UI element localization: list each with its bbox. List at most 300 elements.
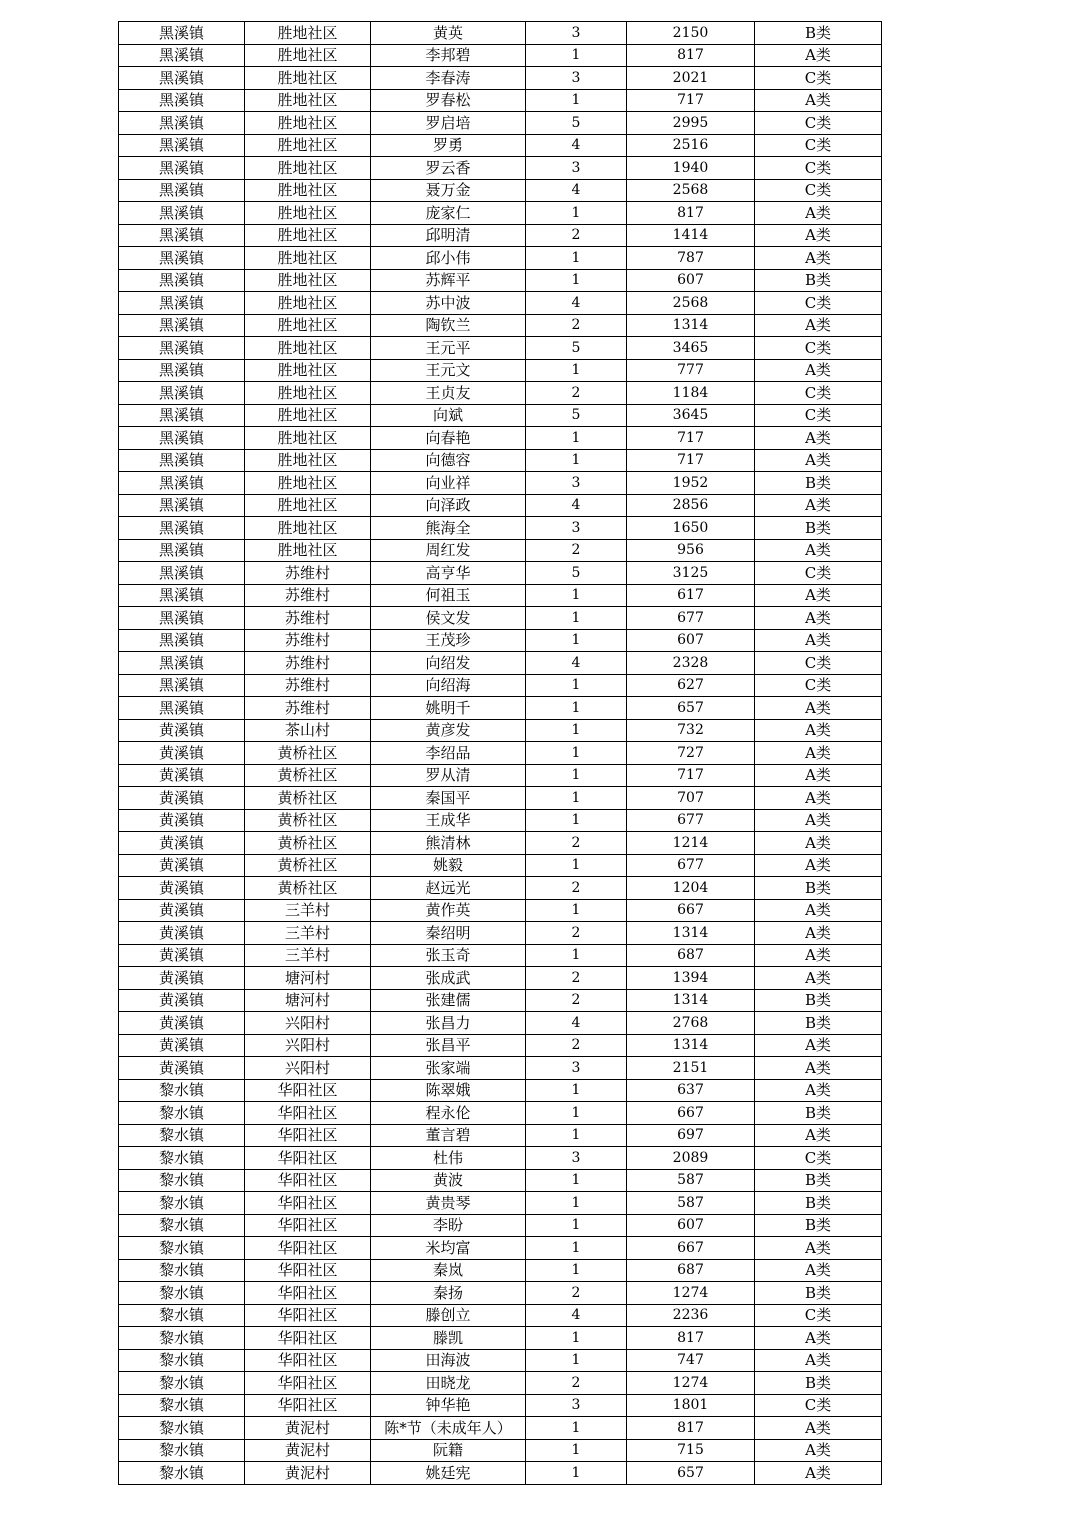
household-size-cell: 2	[526, 967, 627, 990]
household-size-cell: 4	[526, 1012, 627, 1035]
amount-cell: 2568	[627, 292, 755, 315]
amount-cell: 1952	[627, 472, 755, 495]
village-cell: 黄桥社区	[245, 832, 371, 855]
town-cell: 黄溪镇	[119, 1034, 245, 1057]
table-row	[119, 562, 882, 585]
amount-cell: 607	[627, 629, 755, 652]
town-cell: 黄溪镇	[119, 989, 245, 1012]
amount-cell: 1214	[627, 832, 755, 855]
name-cell: 钟华艳	[371, 1394, 526, 1417]
household-size-cell: 3	[526, 517, 627, 540]
village-cell: 胜地社区	[245, 314, 371, 337]
category-cell: A类	[755, 1327, 882, 1350]
amount-cell: 677	[627, 607, 755, 630]
category-cell: A类	[755, 1057, 882, 1080]
village-cell: 华阳社区	[245, 1349, 371, 1372]
category-cell: A类	[755, 832, 882, 855]
household-size-cell: 1	[526, 674, 627, 697]
name-cell: 苏中波	[371, 292, 526, 315]
town-cell: 黎水镇	[119, 1214, 245, 1237]
category-cell: A类	[755, 44, 882, 67]
town-cell: 黎水镇	[119, 1304, 245, 1327]
household-size-cell: 1	[526, 1102, 627, 1125]
amount-cell: 2768	[627, 1012, 755, 1035]
table-row	[119, 247, 882, 270]
household-size-cell: 1	[526, 202, 627, 225]
village-cell: 华阳社区	[245, 1079, 371, 1102]
name-cell: 李春涛	[371, 67, 526, 90]
amount-cell: 777	[627, 359, 755, 382]
table-row	[119, 629, 882, 652]
table-row	[119, 1169, 882, 1192]
village-cell: 黄桥社区	[245, 764, 371, 787]
amount-cell: 637	[627, 1079, 755, 1102]
amount-cell: 2568	[627, 179, 755, 202]
category-cell: A类	[755, 899, 882, 922]
amount-cell: 2151	[627, 1057, 755, 1080]
town-cell: 黑溪镇	[119, 247, 245, 270]
household-size-cell: 2	[526, 922, 627, 945]
amount-cell: 667	[627, 899, 755, 922]
village-cell: 华阳社区	[245, 1192, 371, 1215]
category-cell: A类	[755, 1462, 882, 1485]
town-cell: 黑溪镇	[119, 652, 245, 675]
town-cell: 黄溪镇	[119, 787, 245, 810]
table-row	[119, 1124, 882, 1147]
household-size-cell: 2	[526, 1372, 627, 1395]
name-cell: 苏辉平	[371, 269, 526, 292]
village-cell: 胜地社区	[245, 269, 371, 292]
category-cell: A类	[755, 584, 882, 607]
name-cell: 李盼	[371, 1214, 526, 1237]
category-cell: B类	[755, 269, 882, 292]
household-size-cell: 1	[526, 854, 627, 877]
amount-cell: 607	[627, 269, 755, 292]
table-row	[119, 742, 882, 765]
household-size-cell: 2	[526, 1034, 627, 1057]
category-cell: B类	[755, 1372, 882, 1395]
name-cell: 陈翠娥	[371, 1079, 526, 1102]
household-size-cell: 3	[526, 157, 627, 180]
village-cell: 华阳社区	[245, 1102, 371, 1125]
village-cell: 苏维村	[245, 584, 371, 607]
village-cell: 华阳社区	[245, 1169, 371, 1192]
name-cell: 罗从清	[371, 764, 526, 787]
town-cell: 黎水镇	[119, 1282, 245, 1305]
name-cell: 向绍发	[371, 652, 526, 675]
category-cell: A类	[755, 742, 882, 765]
category-cell: A类	[755, 539, 882, 562]
amount-cell: 715	[627, 1439, 755, 1462]
category-cell: A类	[755, 607, 882, 630]
amount-cell: 2150	[627, 22, 755, 45]
name-cell: 高亨华	[371, 562, 526, 585]
town-cell: 黑溪镇	[119, 404, 245, 427]
category-cell: B类	[755, 877, 882, 900]
name-cell: 向业祥	[371, 472, 526, 495]
household-size-cell: 1	[526, 1349, 627, 1372]
name-cell: 王成华	[371, 809, 526, 832]
name-cell: 田海波	[371, 1349, 526, 1372]
village-cell: 三羊村	[245, 899, 371, 922]
table-row	[119, 89, 882, 112]
amount-cell: 2995	[627, 112, 755, 135]
village-cell: 胜地社区	[245, 179, 371, 202]
name-cell: 滕凯	[371, 1327, 526, 1350]
village-cell: 苏维村	[245, 607, 371, 630]
amount-cell: 717	[627, 427, 755, 450]
household-size-cell: 1	[526, 44, 627, 67]
amount-cell: 1314	[627, 989, 755, 1012]
name-cell: 罗春松	[371, 89, 526, 112]
town-cell: 黎水镇	[119, 1394, 245, 1417]
category-cell: C类	[755, 1147, 882, 1170]
name-cell: 向斌	[371, 404, 526, 427]
table-row	[119, 697, 882, 720]
amount-cell: 1314	[627, 922, 755, 945]
table-row	[119, 764, 882, 787]
category-cell: A类	[755, 202, 882, 225]
table-row	[119, 967, 882, 990]
town-cell: 黄溪镇	[119, 944, 245, 967]
amount-cell: 677	[627, 854, 755, 877]
table-row	[119, 674, 882, 697]
table-row	[119, 787, 882, 810]
town-cell: 黑溪镇	[119, 337, 245, 360]
amount-cell: 2089	[627, 1147, 755, 1170]
town-cell: 黑溪镇	[119, 22, 245, 45]
household-size-cell: 1	[526, 944, 627, 967]
table-row	[119, 202, 882, 225]
town-cell: 黑溪镇	[119, 67, 245, 90]
town-cell: 黑溪镇	[119, 44, 245, 67]
category-cell: B类	[755, 517, 882, 540]
name-cell: 王元平	[371, 337, 526, 360]
category-cell: B类	[755, 1012, 882, 1035]
category-cell: C类	[755, 674, 882, 697]
name-cell: 黄贵琴	[371, 1192, 526, 1215]
name-cell: 邱明清	[371, 224, 526, 247]
town-cell: 黄溪镇	[119, 967, 245, 990]
table-row	[119, 899, 882, 922]
town-cell: 黎水镇	[119, 1462, 245, 1485]
town-cell: 黎水镇	[119, 1169, 245, 1192]
table-row	[119, 1394, 882, 1417]
town-cell: 黑溪镇	[119, 157, 245, 180]
amount-cell: 1184	[627, 382, 755, 405]
name-cell: 姚明千	[371, 697, 526, 720]
town-cell: 黑溪镇	[119, 584, 245, 607]
village-cell: 胜地社区	[245, 89, 371, 112]
household-size-cell: 1	[526, 607, 627, 630]
village-cell: 胜地社区	[245, 539, 371, 562]
table-row	[119, 922, 882, 945]
table-row	[119, 607, 882, 630]
village-cell: 华阳社区	[245, 1282, 371, 1305]
name-cell: 田晓龙	[371, 1372, 526, 1395]
town-cell: 黎水镇	[119, 1192, 245, 1215]
village-cell: 华阳社区	[245, 1147, 371, 1170]
table-row	[119, 719, 882, 742]
table-row	[119, 427, 882, 450]
name-cell: 向春艳	[371, 427, 526, 450]
table-row	[119, 179, 882, 202]
village-cell: 华阳社区	[245, 1124, 371, 1147]
household-size-cell: 1	[526, 629, 627, 652]
household-size-cell: 4	[526, 652, 627, 675]
town-cell: 黎水镇	[119, 1439, 245, 1462]
town-cell: 黑溪镇	[119, 539, 245, 562]
village-cell: 华阳社区	[245, 1214, 371, 1237]
town-cell: 黎水镇	[119, 1079, 245, 1102]
table-row	[119, 832, 882, 855]
household-size-cell: 1	[526, 764, 627, 787]
category-cell: A类	[755, 1417, 882, 1440]
household-size-cell: 4	[526, 1304, 627, 1327]
table-row	[119, 157, 882, 180]
table-row	[119, 1214, 882, 1237]
village-cell: 黄桥社区	[245, 854, 371, 877]
table-row	[119, 134, 882, 157]
town-cell: 黄溪镇	[119, 922, 245, 945]
village-cell: 胜地社区	[245, 22, 371, 45]
town-cell: 黄溪镇	[119, 1057, 245, 1080]
village-cell: 茶山村	[245, 719, 371, 742]
table-row	[119, 1372, 882, 1395]
household-size-cell: 1	[526, 247, 627, 270]
category-cell: A类	[755, 1259, 882, 1282]
village-cell: 胜地社区	[245, 472, 371, 495]
name-cell: 邱小伟	[371, 247, 526, 270]
amount-cell: 1314	[627, 1034, 755, 1057]
town-cell: 黑溪镇	[119, 494, 245, 517]
name-cell: 李绍品	[371, 742, 526, 765]
name-cell: 姚毅	[371, 854, 526, 877]
amount-cell: 587	[627, 1169, 755, 1192]
amount-cell: 1801	[627, 1394, 755, 1417]
table-row	[119, 1417, 882, 1440]
town-cell: 黎水镇	[119, 1349, 245, 1372]
village-cell: 胜地社区	[245, 404, 371, 427]
table-row	[119, 517, 882, 540]
town-cell: 黑溪镇	[119, 314, 245, 337]
village-cell: 苏维村	[245, 697, 371, 720]
name-cell: 陈*节（未成年人）	[371, 1417, 526, 1440]
table-row	[119, 494, 882, 517]
household-size-cell: 2	[526, 832, 627, 855]
amount-cell: 617	[627, 584, 755, 607]
town-cell: 黎水镇	[119, 1102, 245, 1125]
village-cell: 黄桥社区	[245, 877, 371, 900]
table-row	[119, 337, 882, 360]
category-cell: A类	[755, 314, 882, 337]
table-body	[119, 22, 882, 1485]
amount-cell: 627	[627, 674, 755, 697]
village-cell: 黄泥村	[245, 1462, 371, 1485]
household-size-cell: 1	[526, 89, 627, 112]
amount-cell: 3125	[627, 562, 755, 585]
amount-cell: 817	[627, 1327, 755, 1350]
household-size-cell: 1	[526, 787, 627, 810]
household-size-cell: 1	[526, 359, 627, 382]
village-cell: 苏维村	[245, 652, 371, 675]
household-size-cell: 1	[526, 719, 627, 742]
category-cell: C类	[755, 1394, 882, 1417]
amount-cell: 1940	[627, 157, 755, 180]
name-cell: 熊海全	[371, 517, 526, 540]
village-cell: 三羊村	[245, 944, 371, 967]
name-cell: 周红发	[371, 539, 526, 562]
category-cell: C类	[755, 157, 882, 180]
town-cell: 黑溪镇	[119, 269, 245, 292]
village-cell: 塘河村	[245, 967, 371, 990]
table-row	[119, 224, 882, 247]
category-cell: C类	[755, 179, 882, 202]
village-cell: 黄泥村	[245, 1439, 371, 1462]
table-row	[119, 944, 882, 967]
name-cell: 张昌力	[371, 1012, 526, 1035]
amount-cell: 1314	[627, 314, 755, 337]
household-size-cell: 1	[526, 269, 627, 292]
table-row	[119, 1147, 882, 1170]
household-size-cell: 1	[526, 1237, 627, 1260]
amount-cell: 727	[627, 742, 755, 765]
amount-cell: 717	[627, 764, 755, 787]
town-cell: 黎水镇	[119, 1124, 245, 1147]
table-row	[119, 1079, 882, 1102]
town-cell: 黎水镇	[119, 1147, 245, 1170]
town-cell: 黑溪镇	[119, 292, 245, 315]
village-cell: 胜地社区	[245, 67, 371, 90]
name-cell: 熊清林	[371, 832, 526, 855]
amount-cell: 817	[627, 1417, 755, 1440]
category-cell: C类	[755, 337, 882, 360]
table-row	[119, 1102, 882, 1125]
village-cell: 黄泥村	[245, 1417, 371, 1440]
name-cell: 张建儒	[371, 989, 526, 1012]
table-row	[119, 1259, 882, 1282]
amount-cell: 657	[627, 697, 755, 720]
name-cell: 罗启培	[371, 112, 526, 135]
table-row	[119, 1012, 882, 1035]
category-cell: A类	[755, 1439, 882, 1462]
category-cell: B类	[755, 989, 882, 1012]
category-cell: C类	[755, 67, 882, 90]
amount-cell: 2856	[627, 494, 755, 517]
household-size-cell: 1	[526, 742, 627, 765]
village-cell: 胜地社区	[245, 247, 371, 270]
category-cell: B类	[755, 1102, 882, 1125]
household-size-cell: 1	[526, 427, 627, 450]
household-size-cell: 5	[526, 112, 627, 135]
village-cell: 华阳社区	[245, 1304, 371, 1327]
category-cell: C类	[755, 1304, 882, 1327]
category-cell: A类	[755, 944, 882, 967]
name-cell: 秦绍明	[371, 922, 526, 945]
table-row	[119, 449, 882, 472]
name-cell: 秦扬	[371, 1282, 526, 1305]
table-row	[119, 359, 882, 382]
category-cell: A类	[755, 764, 882, 787]
category-cell: B类	[755, 1169, 882, 1192]
table-row	[119, 989, 882, 1012]
category-cell: C类	[755, 562, 882, 585]
household-size-cell: 4	[526, 494, 627, 517]
category-cell: A类	[755, 1124, 882, 1147]
name-cell: 程永伦	[371, 1102, 526, 1125]
category-cell: A类	[755, 1079, 882, 1102]
household-size-cell: 3	[526, 67, 627, 90]
household-size-cell: 1	[526, 899, 627, 922]
town-cell: 黑溪镇	[119, 112, 245, 135]
town-cell: 黄溪镇	[119, 899, 245, 922]
name-cell: 张玉奇	[371, 944, 526, 967]
name-cell: 向绍海	[371, 674, 526, 697]
category-cell: C类	[755, 112, 882, 135]
amount-cell: 732	[627, 719, 755, 742]
amount-cell: 787	[627, 247, 755, 270]
town-cell: 黄溪镇	[119, 832, 245, 855]
village-cell: 黄桥社区	[245, 742, 371, 765]
name-cell: 张家端	[371, 1057, 526, 1080]
household-size-cell: 3	[526, 1147, 627, 1170]
town-cell: 黑溪镇	[119, 472, 245, 495]
town-cell: 黑溪镇	[119, 382, 245, 405]
village-cell: 胜地社区	[245, 224, 371, 247]
category-cell: A类	[755, 359, 882, 382]
village-cell: 兴阳村	[245, 1034, 371, 1057]
town-cell: 黄溪镇	[119, 719, 245, 742]
household-size-cell: 3	[526, 1057, 627, 1080]
village-cell: 胜地社区	[245, 157, 371, 180]
village-cell: 华阳社区	[245, 1327, 371, 1350]
village-cell: 胜地社区	[245, 337, 371, 360]
name-cell: 阮籍	[371, 1439, 526, 1462]
town-cell: 黑溪镇	[119, 224, 245, 247]
category-cell: A类	[755, 854, 882, 877]
village-cell: 胜地社区	[245, 382, 371, 405]
household-size-cell: 3	[526, 472, 627, 495]
name-cell: 黄英	[371, 22, 526, 45]
table-row	[119, 1034, 882, 1057]
category-cell: A类	[755, 89, 882, 112]
household-size-cell: 1	[526, 1327, 627, 1350]
category-cell: B类	[755, 1214, 882, 1237]
name-cell: 滕创立	[371, 1304, 526, 1327]
village-cell: 华阳社区	[245, 1259, 371, 1282]
category-cell: A类	[755, 629, 882, 652]
household-size-cell: 4	[526, 134, 627, 157]
household-size-cell: 1	[526, 1079, 627, 1102]
name-cell: 侯文发	[371, 607, 526, 630]
table-row	[119, 112, 882, 135]
table-row	[119, 652, 882, 675]
amount-cell: 817	[627, 44, 755, 67]
town-cell: 黑溪镇	[119, 202, 245, 225]
town-cell: 黄溪镇	[119, 854, 245, 877]
table-row	[119, 1349, 882, 1372]
category-cell: A类	[755, 1237, 882, 1260]
name-cell: 杜伟	[371, 1147, 526, 1170]
village-cell: 兴阳村	[245, 1057, 371, 1080]
household-size-cell: 1	[526, 1439, 627, 1462]
category-cell: A类	[755, 787, 882, 810]
amount-cell: 3465	[627, 337, 755, 360]
category-cell: C类	[755, 292, 882, 315]
name-cell: 秦国平	[371, 787, 526, 810]
category-cell: C类	[755, 134, 882, 157]
household-size-cell: 5	[526, 337, 627, 360]
